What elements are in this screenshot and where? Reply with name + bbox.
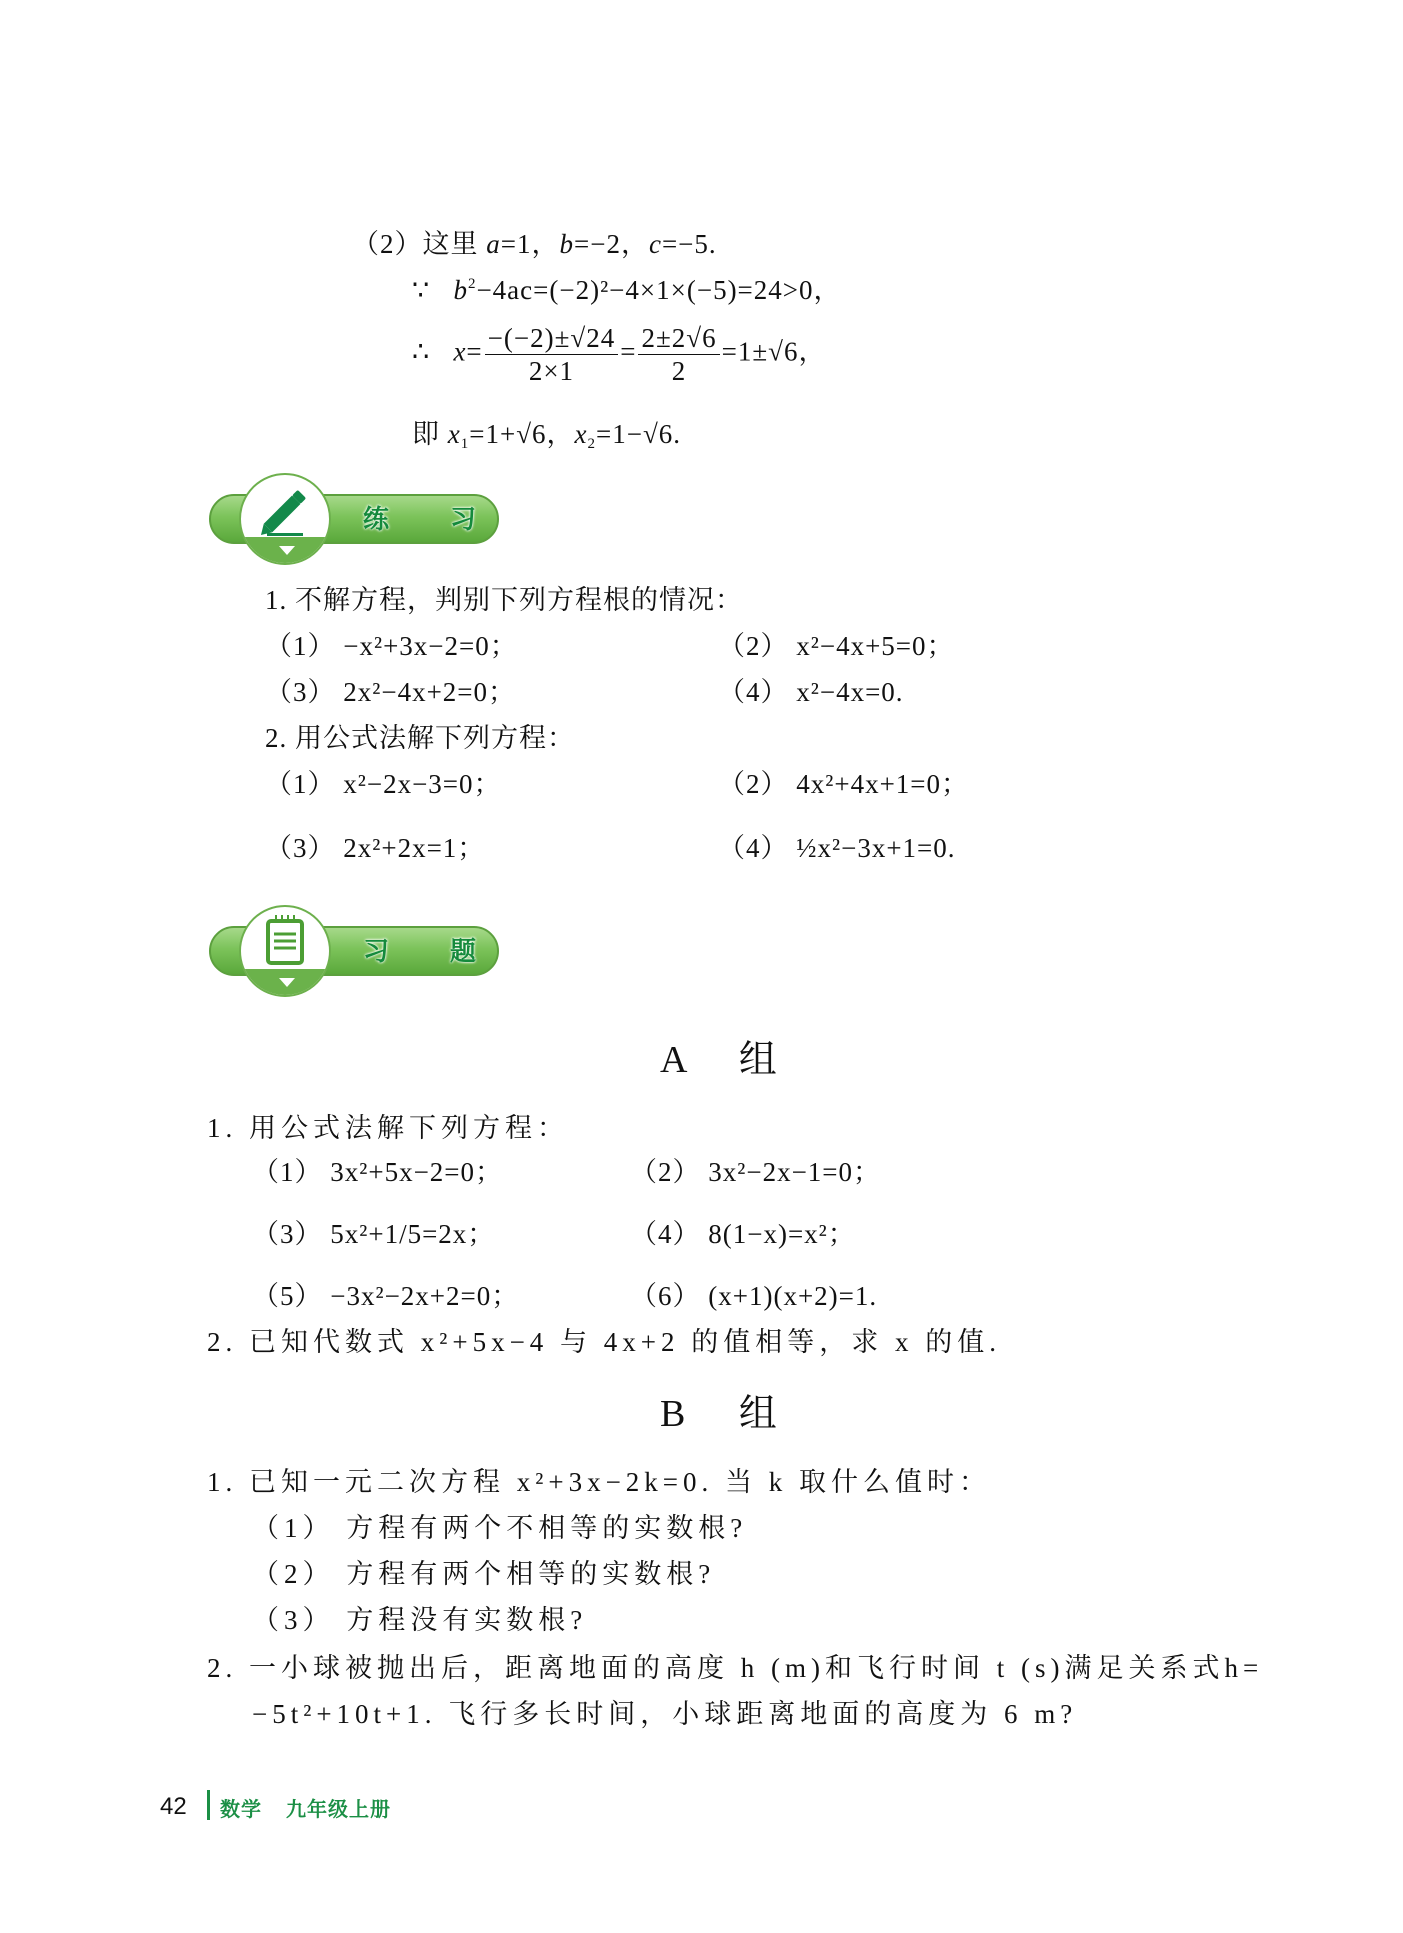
group-b-q1-item: （2） 方程有两个相等的实数根? bbox=[252, 1559, 716, 1589]
practice-banner bbox=[203, 473, 503, 573]
group-a-title: A 组 bbox=[660, 1039, 799, 1081]
example-part-label: （2） bbox=[352, 229, 423, 259]
group-a-q1-item: （3） 5x²+1/5=2x； bbox=[252, 1219, 496, 1249]
practice-q1-item: （4） x²−4x=0. bbox=[718, 677, 904, 707]
fraction-1: $\frac{-(-2)\pm√24}{2\times 1}$ bbox=[485, 322, 619, 387]
exercise-banner bbox=[203, 905, 503, 1005]
practice-q2-item: （4） ½x²−3x+1=0. bbox=[718, 833, 956, 863]
formula-line: ∴ x= $\frac{-(-2)\pm√24}{2\times 1}$ = $\frac{2\pm 2√6}{2}$ =1±√6， bbox=[412, 323, 827, 386]
chevron-down-icon bbox=[279, 978, 295, 987]
group-b-q2-line2: −5t²+10t+1. 飞行多长时间，小球距离地面的高度为 6 m? bbox=[252, 1699, 1078, 1729]
banner-icon-circle bbox=[239, 473, 331, 565]
group-a-q1-item: （2） 3x²−2x−1=0； bbox=[630, 1157, 882, 1187]
group-b-q2-line1: 2. 一小球被抛出后，距离地面的高度 h (m)和飞行时间 t (s)满足关系式h= bbox=[207, 1653, 1264, 1683]
practice-q1-item: （1） −x²+3x−2=0； bbox=[265, 631, 518, 661]
discriminant-line: ∵ $b^2-4ac=(-2)^2-4\times 1\times(-5)=24>0$， bbox=[412, 275, 842, 305]
notepad-icon bbox=[241, 907, 329, 977]
practice-q2-label: 2. 用公式法解下列方程： bbox=[265, 723, 575, 753]
group-b-q1-label: 1. 已知一元二次方程 x²+3x−2k=0. 当 k 取什么值时： bbox=[207, 1467, 992, 1497]
fraction-2: $\frac{2\pm 2√6}{2}$ bbox=[638, 322, 719, 387]
pencil-icon bbox=[241, 475, 329, 545]
group-a-q1-item: （1） 3x²+5x−2=0； bbox=[252, 1157, 504, 1187]
practice-q2-item: （3） 2x²+2x=1； bbox=[265, 833, 486, 863]
practice-q1-item: （3） 2x²−4x+2=0； bbox=[265, 677, 517, 707]
group-b-q1-item: （3） 方程没有实数根? bbox=[252, 1605, 588, 1635]
therefore-symbol: ∴ bbox=[412, 336, 431, 367]
practice-q1-item: （2） x²−4x+5=0； bbox=[718, 631, 955, 661]
practice-banner-title: 练 习 bbox=[363, 505, 503, 535]
footer-book: 九年级上册 bbox=[286, 1797, 391, 1821]
group-a-q2-label: 2. 已知代数式 x²+5x−4 与 4x+2 的值相等，求 x 的值. bbox=[207, 1327, 1002, 1357]
page-number: 42 bbox=[160, 1793, 187, 1820]
footer-book-info bbox=[220, 1793, 391, 1822]
example-intro-line: （2）这里 a=1，b=−2，c=−5. bbox=[352, 229, 717, 259]
group-a-q1-item: （6） (x+1)(x+2)=1. bbox=[630, 1281, 878, 1311]
group-a-q1-item: （4） 8(1−x)=x²； bbox=[630, 1219, 856, 1249]
banner-icon-circle bbox=[239, 905, 331, 997]
exercise-banner-title: 习 题 bbox=[363, 937, 503, 967]
practice-q2-item: （1） x²−2x−3=0； bbox=[265, 769, 502, 799]
practice-q2-item: （2） 4x²+4x+1=0； bbox=[718, 769, 970, 799]
group-b-q1-item: （1） 方程有两个不相等的实数根? bbox=[252, 1513, 748, 1543]
because-symbol: ∵ bbox=[412, 275, 431, 305]
group-a-q1-item: （5） −3x²−2x+2=0； bbox=[252, 1281, 520, 1311]
practice-q1-label: 1. 不解方程，判别下列方程根的情况： bbox=[265, 585, 743, 615]
chevron-down-icon bbox=[279, 546, 295, 555]
footer-subject: 数学 bbox=[220, 1797, 262, 1821]
conclusion-line: 即 $x_1=1+√6$，$x_2=1-√6$. bbox=[412, 419, 682, 452]
group-a-q1-label: 1. 用公式法解下列方程： bbox=[207, 1113, 569, 1143]
group-b-title: B 组 bbox=[660, 1393, 799, 1435]
footer-divider bbox=[207, 1790, 210, 1820]
